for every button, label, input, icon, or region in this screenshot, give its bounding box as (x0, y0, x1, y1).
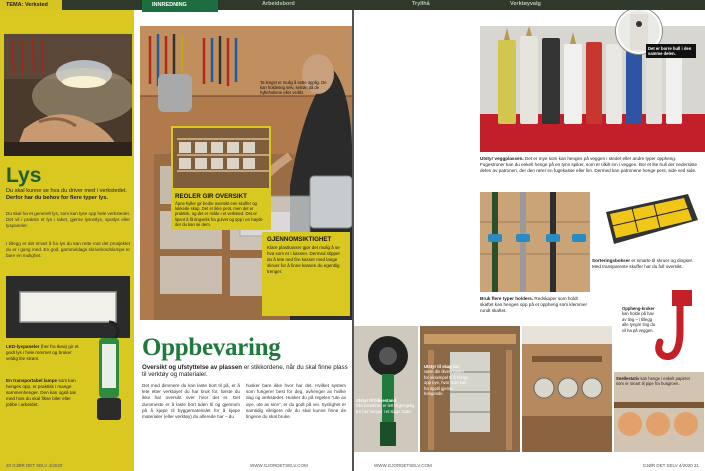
oppbevaring-deck (142, 364, 348, 379)
brush-caption (480, 296, 590, 314)
hook-caption-text: kan holde på hav av ting – i tillegg alle tyngre ting du vil ha på veggen. (622, 311, 656, 333)
brush-caption-text: Redskaper som holdt skaftet kan henges opp på et oppheng som klemmer rundt skaftet. (480, 296, 587, 313)
hook-photo (654, 290, 704, 370)
hook-caption (622, 306, 658, 333)
oppbevaring-column-2: husker bare ikke hvor har det. Hvilket system som fungerer best for deg, avhenger av hvilke dag og verkstedet. Husker du på regelen “ute av øye, ute av sinn”, er du godt på vei. Synlighet er samtidig viktigere når du skal kunne finne de tingene du skal bruke. (246, 383, 346, 420)
oppbevaring-column-1: Det med dimmere du kan laste bort til på, er å lete etter verktøyet du har bruk for, første du ikke har oversikt over hvor det er. Det dummeste er å laste bort tiden til og gjennom på å kjøpe til byggematerialet for å kjøpe materialer (eller verktøy) du allerede har – du (142, 383, 240, 420)
spool-caption (616, 376, 696, 387)
nav-tab-verktoyvalg[interactable]: Verktøyvalg (510, 1, 541, 7)
hose-reel-photo (354, 326, 418, 452)
wall-tool-holders-photo (480, 192, 590, 292)
tubes-caption-text: Det er mye som kan henges på veggen i stedet eller andre typer oppheng. Fugestruner kan du enkelt henge på en tynn spiker, som er tilkilt inn i veggen. Bor et lite hull der nedersiste delen av patronen, der den rører en fugekasse eller lim. Dermed kan patronene henge pent, side ved side. (480, 156, 698, 173)
spool-caption-text: kan henge i enkelt papirrer som er smart til pipe fra husgroen. (616, 376, 691, 387)
lys-title: Lys (6, 164, 42, 187)
right-page (354, 0, 705, 471)
portable-lamp-photo (90, 318, 128, 424)
lys-paragraph-2: I tillegg er det smart å ha lys du kan rette mot det prosjektet du er i gang med. En god, gammeldags skrivebordslampe er bare en mulighet. (6, 241, 130, 259)
hose-caption (356, 398, 416, 414)
nav-tema-label: TEMA: Verksted (0, 0, 62, 10)
folio-left-url: WWW.GJORDETSELV.COM (250, 463, 308, 468)
lys-intro (6, 188, 130, 202)
nav-tab-innredning[interactable]: INNREDNING (142, 0, 218, 12)
ting-caption: Ta lengst er mulig å sette opplig. De kan holdeseg selv, setrøn på de hyllehullene eller veilikt. (260, 80, 327, 96)
folio-right: GJØR DET SELV 4/2020 21 (642, 463, 699, 468)
shelf-inset-photo (171, 126, 271, 190)
oppbevaring-deck-text: er stikkordene, når du skal finne plass til verktøy og materialer. (142, 364, 348, 379)
nav-tab-arbeidsbord[interactable]: Arbeidsbord (262, 1, 295, 7)
folio-right-url: WWW.GJORDETSELV.COM (374, 463, 432, 468)
oppbevaring-title: Oppbevaring (142, 334, 281, 361)
cabinet-caption-bold: Utstyr til skap (424, 364, 452, 369)
hose-caption-bold: Utstyr til blåsestand. (356, 398, 398, 403)
desk-lamp-photo (4, 34, 132, 156)
tubes-caption (480, 156, 702, 174)
reoler-box (171, 190, 271, 230)
reoler-text: Åpne hyller gir bedre oversikt enn skuffer og lukkede skap. Det er ikke pent, men det er praktisk, og det er milde i et verksted. Det er lipent å få tingvekk fra gulvet og opp i en høyde der du kan se dem. (175, 201, 263, 227)
folio-left: 20 GJØR DET SELV 4/2020 (6, 463, 63, 468)
cabinet-caption-text: kan være din tilverkstadet, for eksempel til å henge opp nye, hvor man kan ha opptil gjerne hengende. (424, 364, 469, 397)
nav-tab-tryllha[interactable]: Tryllhå (412, 1, 430, 7)
left-page (0, 0, 352, 471)
reel-rack-photo (522, 326, 612, 452)
lys-paragraph-1: Du skal ha et generelt lys, som kan lyse opp hele verkstedet. Det vil i praksis et lys i taket, gjerne lysrørlys, spotlys eller lyspaneler. (6, 211, 130, 229)
lys-intro-bold: Derfor har du behov for flere typer lys. (6, 195, 108, 201)
lamp-caption-bold: En transportabel lampe (6, 378, 58, 383)
lys-intro-text: Du skal kunne se hva du driver med i verkstedet. (6, 188, 127, 194)
sort-caption-bold: Sorteringsbokser (592, 258, 631, 263)
detail-bubble-caption: Det er borre hull i den samme delen. (646, 44, 696, 58)
brush-caption-bold: Bruk flere typer holders. (480, 296, 534, 301)
led-caption (6, 344, 82, 362)
sorting-box-photo (592, 186, 702, 256)
oppbevaring-deck-bold: Oversikt og ufstyttelse av plassen (142, 364, 243, 371)
spool-caption-bold: Snellestativ (616, 376, 640, 381)
gjennomsiktighet-title: GJENNOMSIKTIGHET (267, 236, 332, 243)
lamp-caption-text: som kan henges opp, er praktisk i mange sammenhenger. Den kan også tas med hvis du skal fikse biler eller jobbe i arbeidet. (6, 378, 76, 407)
gjennomsiktighet-text: Klare plastkasser gjør det mulig å se hva som er i kassen. Dermed slipper du å lete ned fire kasser med lange skruer for å finne kassen du egentlig trenger. (267, 245, 341, 274)
hook-caption-bold: Oppheng-kroker (622, 306, 655, 311)
sort-caption-text: er smarte til skruer og dingser. Med transparente skuffer har du full oversikt. (592, 258, 694, 269)
reoler-title: REOLER GIR OVERSIKT (175, 193, 247, 200)
tubes-caption-bold: Utstyr veggplassen. (480, 156, 524, 161)
section-nav-bar (0, 0, 705, 10)
lamp-caption (6, 378, 82, 408)
hose-caption-text: Skrumaskiner er lett tilgjengelig. En har henger i et slags stativ. (356, 403, 416, 414)
led-caption-text: (her fra Ikea) gir et godt lys i hele rommet og bruker veldig lite strøm. (6, 344, 79, 361)
led-caption-bold: LED-lyspaneler (6, 344, 40, 349)
sort-caption (592, 258, 702, 270)
cabinet-caption (424, 364, 470, 396)
gjennomsiktighet-box (262, 232, 350, 316)
